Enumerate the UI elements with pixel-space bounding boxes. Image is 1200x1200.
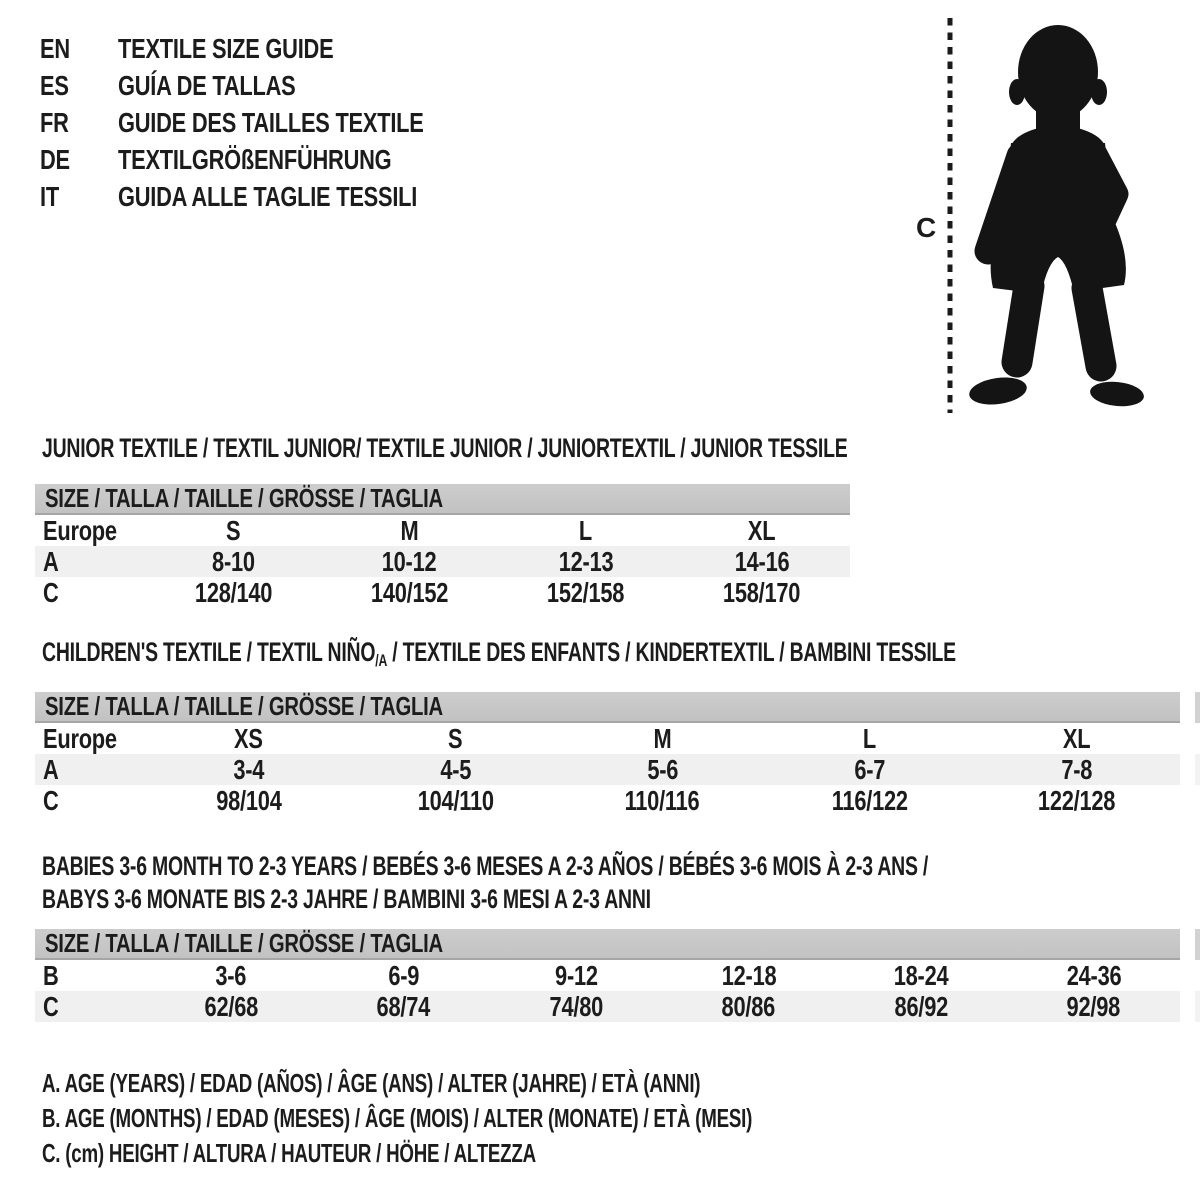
babies-size-table [35,929,1180,1022]
size-header-text: SIZE / TALLA / TAILLE / GRÖSSE / TAGLIA [45,483,443,513]
children-size-table [35,692,1180,816]
size-cell: 3-6 [215,959,247,991]
row-label: A [43,753,59,785]
size-cell: 5-6 [647,753,678,785]
row-label: B [43,959,59,991]
language-row [40,141,510,178]
size-cell: 68/74 [376,990,431,1022]
language-title: GUÍA DE TALLAS [118,69,296,101]
size-cell: 18-24 [893,959,949,991]
size-cell: L [862,722,877,754]
section-title-text [42,636,956,677]
language-title-list [40,30,510,215]
size-cell: XL [748,514,776,546]
size-cell: S [225,514,241,546]
size-cell: L [579,514,593,546]
size-cell: 122/128 [1037,784,1116,816]
size-cell: 7-8 [1061,753,1092,785]
size-cell: 74/80 [549,990,603,1022]
legend-line-a: A. AGE (YEARS) / EDAD (AÑOS) / ÂGE (ANS) / ALTER (JAHRE) / ETÀ (ANNI) [42,1068,701,1098]
size-cell: 116/122 [831,784,908,816]
section-title-text: BABIES 3-6 MONTH TO 2-3 YEARS / BEBÉS 3-6 MESES A 2-3 AÑOS / BÉBÉS 3-6 MOIS À 2-3 ANS / [42,851,929,881]
size-header-bar [35,484,850,515]
size-cell: M [400,514,419,546]
size-cell: 152/158 [546,576,625,608]
language-code: EN [40,32,70,64]
language-row [40,30,510,67]
table-row [35,723,1180,754]
language-title: GUIDA ALLE TAGLIE TESSILI [118,180,418,212]
language-title: TEXTILE SIZE GUIDE [118,32,334,64]
title-suffix: / TEXTILE DES ENFANTS / KINDERTEXTIL / BAMBINI TESSILE [387,637,956,667]
size-cell: 4-5 [440,753,471,785]
size-header-text: SIZE / TALLA / TAILLE / GRÖSSE / TAGLIA [45,928,443,958]
size-cell: 6-7 [854,753,885,785]
language-row [40,67,510,104]
size-cell: 12-13 [558,545,613,577]
junior-size-table [35,484,850,608]
height-marker-label: C [916,212,937,243]
table-row [35,754,1180,785]
size-header-bar [35,692,1180,723]
section-title-text: JUNIOR TEXTILE / TEXTIL JUNIOR/ TEXTILE JUNIOR / JUNIORTEXTIL / JUNIOR TESSILE [42,433,848,463]
edge-artifact [1195,692,1200,723]
edge-artifact [1195,754,1200,785]
size-cell: XS [234,722,263,754]
section-title-text: BABYS 3-6 MONATE BIS 2-3 JAHRE / BAMBINI 3-6 MESI A 2-3 ANNI [42,884,651,914]
language-code: DE [40,143,70,175]
edge-artifact [1195,929,1200,960]
size-cell: 12-18 [721,959,777,991]
table-row [35,515,850,546]
size-cell: 24-36 [1066,959,1122,991]
row-label: A [43,545,59,577]
size-cell: M [653,722,672,754]
row-label: C [43,990,59,1022]
size-cell: XL [1062,722,1091,754]
size-cell: 10-12 [382,545,437,577]
size-cell: 98/104 [215,784,282,816]
language-row [40,178,510,215]
size-cell: 9-12 [554,959,598,991]
size-cell: S [448,722,463,754]
toddler-silhouette [890,10,1150,420]
edge-artifact [1195,991,1200,1022]
title-subscript: /A [375,651,388,670]
row-label: C [43,576,59,608]
title-prefix: CHILDREN'S TEXTILE / TEXTIL NIÑO [42,637,376,667]
table-row [35,960,1180,991]
section-title-junior [42,432,1161,465]
size-cell: 104/110 [417,784,494,816]
size-header-bar [35,929,1180,960]
size-cell: 62/68 [204,990,258,1022]
row-label: C [43,784,59,816]
section-title-babies [42,850,1200,916]
size-header-text: SIZE / TALLA / TAILLE / GRÖSSE / TAGLIA [45,691,443,721]
language-row [40,104,510,141]
size-cell: 110/116 [625,784,700,816]
row-label: Europe [43,514,117,546]
language-code: IT [40,180,59,212]
legend-line-b: B. AGE (MONTHS) / EDAD (MESES) / ÂGE (MOIS) / ALTER (MONATE) / ETÀ (MESI) [42,1103,753,1133]
size-cell: 158/170 [723,576,801,608]
size-cell: 6-9 [388,959,420,991]
table-row [35,785,1180,816]
size-cell: 80/86 [721,990,776,1022]
size-cell: 86/92 [894,990,948,1022]
size-cell: 14-16 [734,545,790,577]
size-cell: 128/140 [194,576,272,608]
language-code: ES [40,69,69,101]
section-title-children [42,636,1200,677]
table-row [35,991,1180,1022]
legend-line-c: C. (cm) HEIGHT / ALTURA / HAUTEUR / HÖHE / ALTEZZA [42,1138,536,1168]
language-code: FR [40,106,69,138]
size-cell: 92/98 [1066,990,1121,1022]
language-title: GUIDE DES TAILLES TEXTILE [118,106,424,138]
size-cell: 3-4 [233,753,264,785]
language-title: TEXTILGRÖßENFÜHRUNG [118,143,392,175]
table-row [35,546,850,577]
size-cell: 8-10 [211,545,255,577]
row-label: Europe [43,722,117,754]
legend [42,1066,1028,1171]
size-cell: 140/152 [370,576,449,608]
table-row [35,577,850,608]
